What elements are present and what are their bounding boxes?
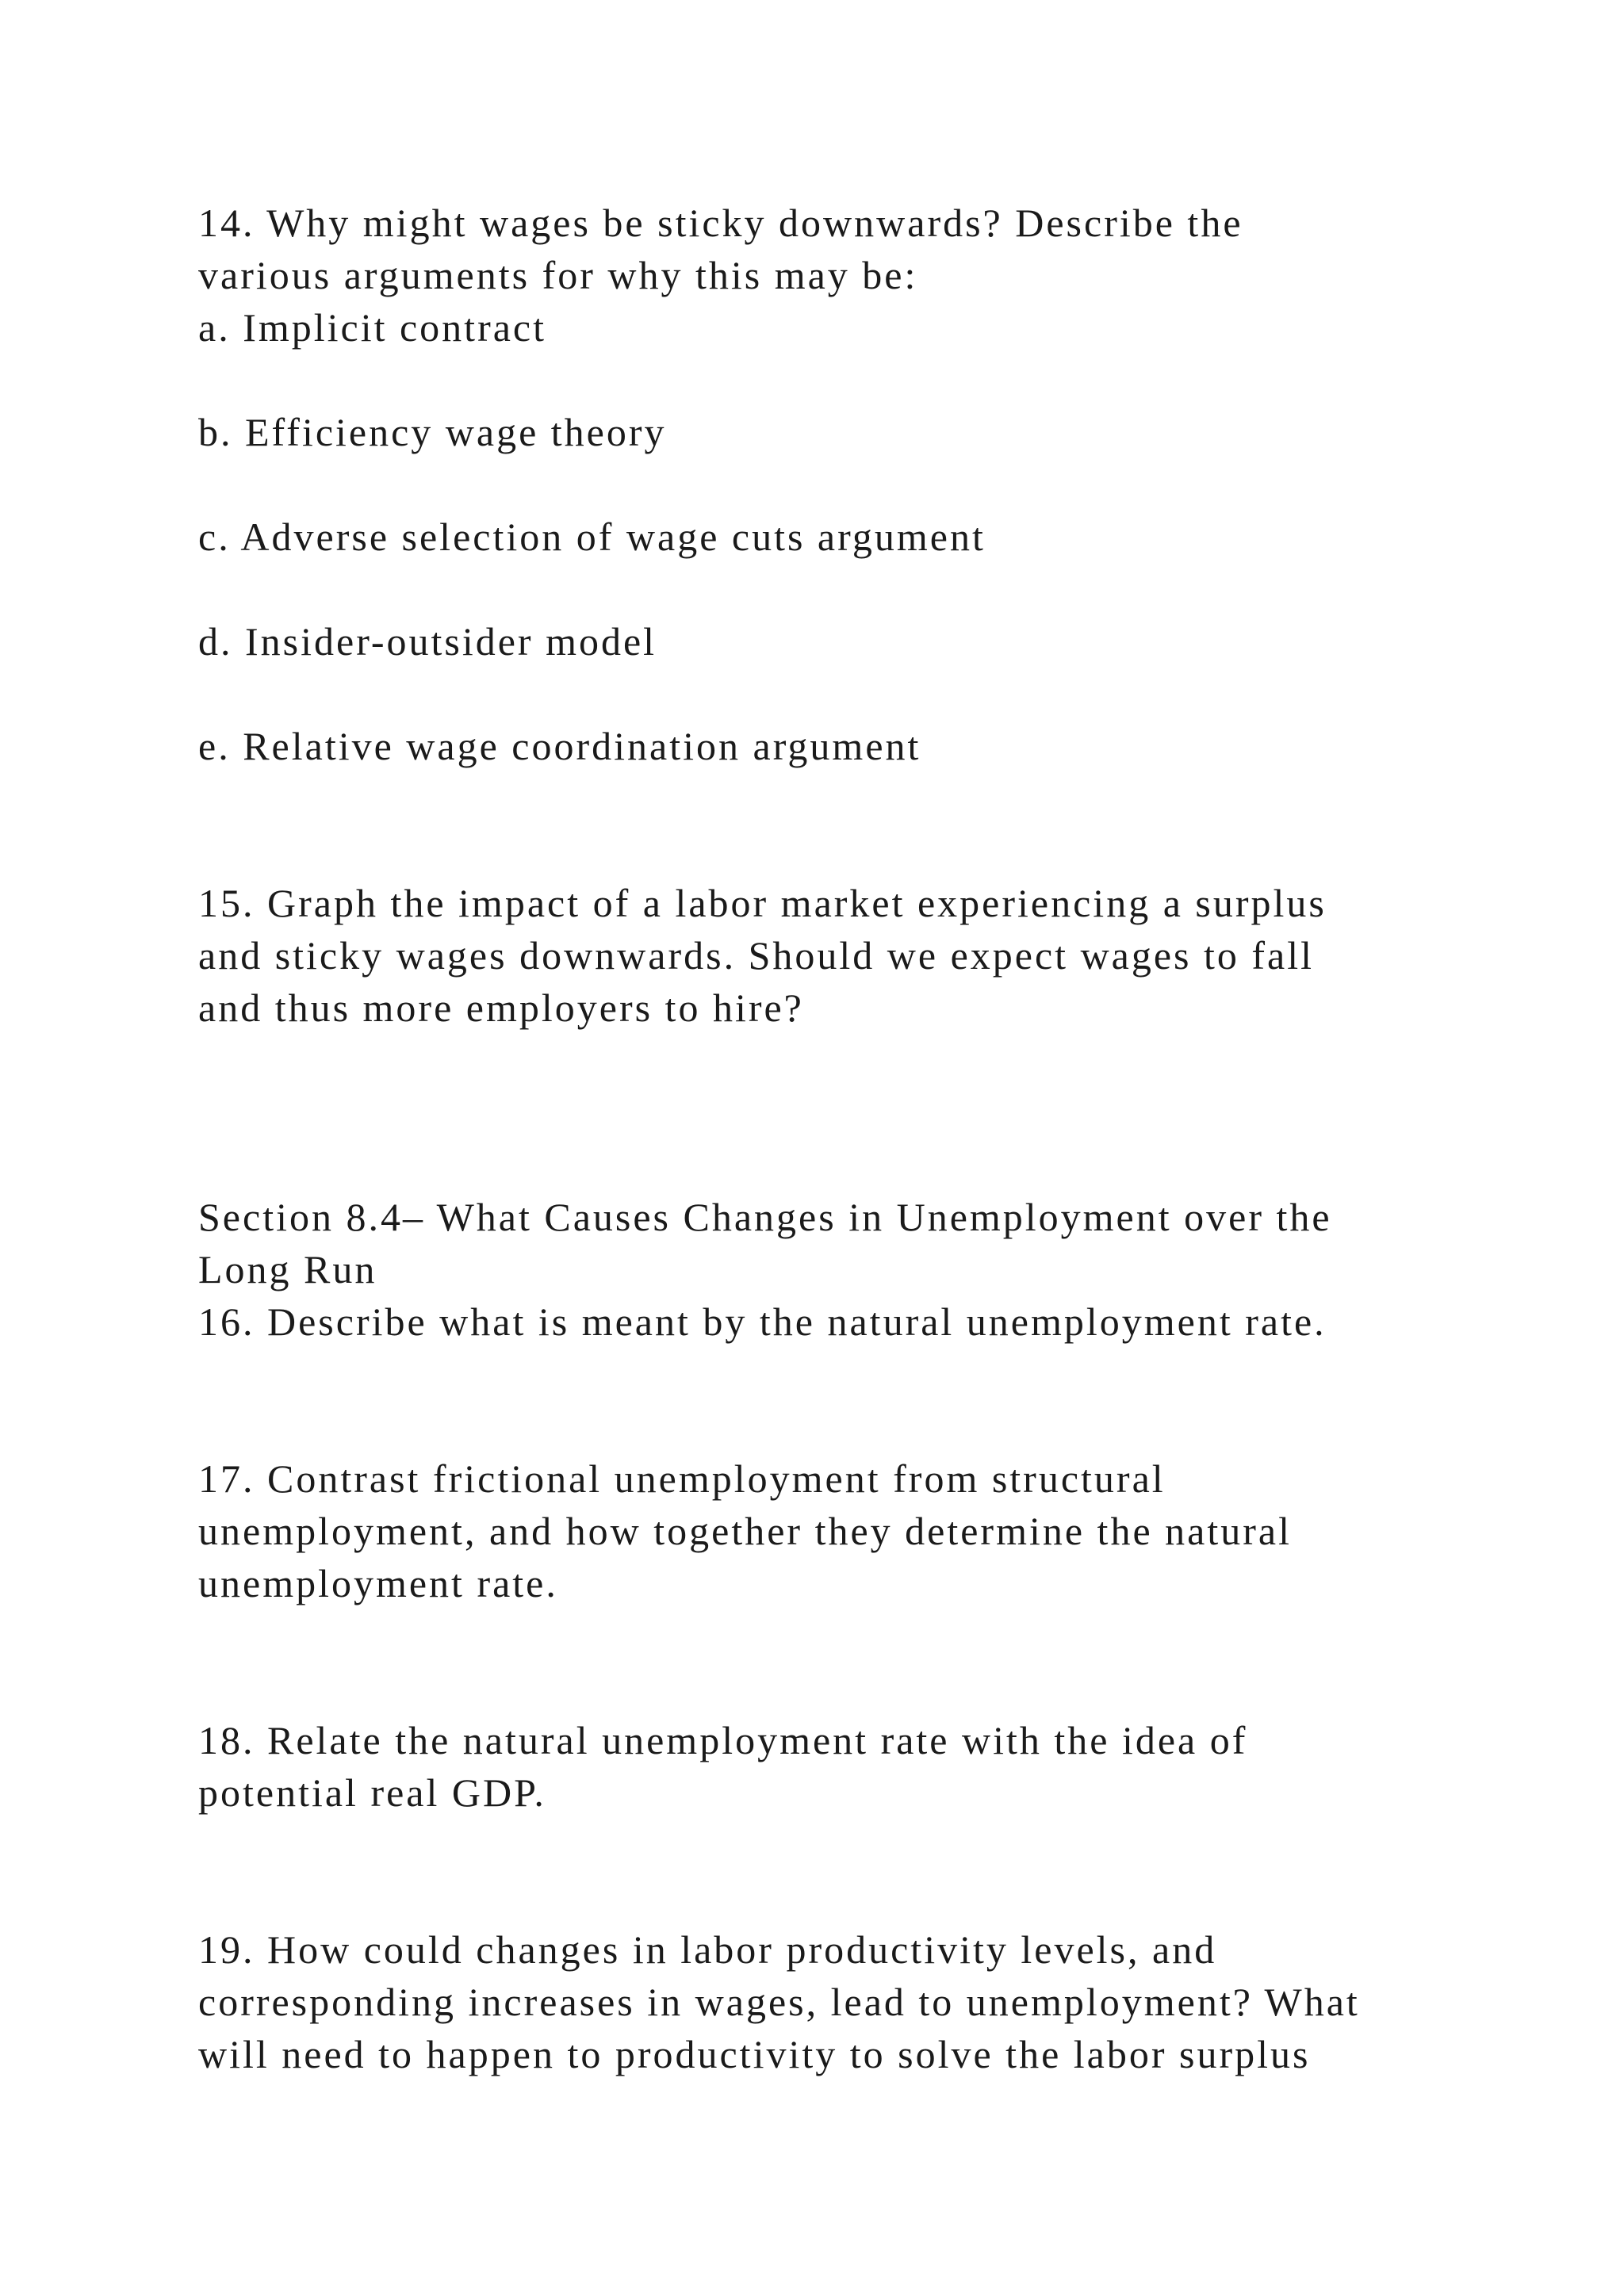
question-14-item-d: d. Insider-outsider model: [198, 619, 657, 664]
question-14-item-b: b. Efficiency wage theory: [198, 410, 667, 454]
question-17-line-1: 17. Contrast frictional unemployment from structural: [198, 1456, 1166, 1501]
question-19-line-1: 19. How could changes in labor productivity levels, and: [198, 1927, 1217, 1972]
question-15-line-3: and thus more employers to hire?: [198, 985, 804, 1030]
question-15-line-2: and sticky wages downwards. Should we expect wages to fall: [198, 933, 1315, 978]
question-14-item-e: e. Relative wage coordination argument: [198, 724, 921, 768]
question-16-line-1: 16. Describe what is meant by the natural unemployment rate.: [198, 1299, 1327, 1344]
question-18-line-1: 18. Relate the natural unemployment rate with the idea of: [198, 1718, 1248, 1762]
question-15-line-1: 15. Graph the impact of a labor market experiencing a surplus: [198, 881, 1327, 925]
question-14-item-c: c. Adverse selection of wage cuts argument: [198, 515, 986, 559]
question-14-item-a: a. Implicit contract: [198, 305, 547, 350]
section-heading-line-1: Section 8.4– What Causes Changes in Unemployment over the: [198, 1195, 1332, 1239]
question-19-line-3: will need to happen to productivity to solve the labor surplus: [198, 2032, 1311, 2076]
question-17-line-3: unemployment rate.: [198, 1561, 558, 1605]
question-17-line-2: unemployment, and how together they determine the natural: [198, 1509, 1292, 1553]
question-19-line-2: corresponding increases in wages, lead to unemployment? What: [198, 1980, 1360, 2024]
question-14-line-1: 14. Why might wages be sticky downwards? Describe the: [198, 201, 1243, 245]
question-18-line-2: potential real GDP.: [198, 1770, 546, 1815]
question-14-line-2: various arguments for why this may be:: [198, 253, 918, 297]
section-heading-line-2: Long Run: [198, 1247, 377, 1292]
